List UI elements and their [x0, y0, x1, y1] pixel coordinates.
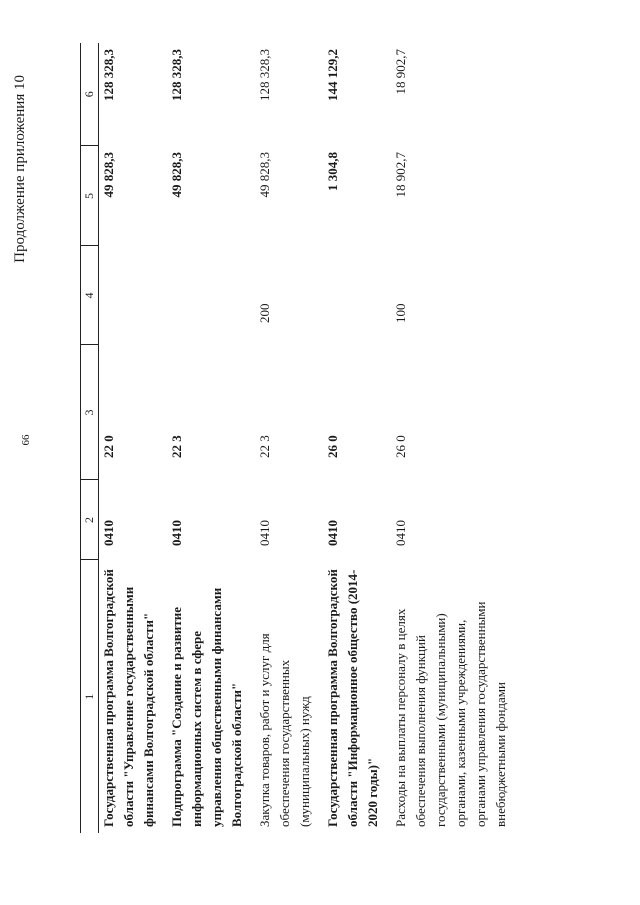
row-target: 22 0 [101, 435, 116, 458]
table-row [99, 43, 168, 833]
table-row [391, 43, 519, 833]
row-target: 22 3 [257, 435, 272, 458]
row-type [99, 246, 168, 345]
row-amount-6: 128 328,3 [169, 49, 184, 101]
header-col-3: 3 [81, 345, 99, 480]
row-amount-5: 1 304,8 [325, 152, 340, 191]
row-name: Государственная программа Волгоградской области "Информационное общество (2014-2020 годы)" [325, 569, 380, 827]
row-target: 26 0 [325, 435, 340, 458]
row-section: 0410 [257, 520, 272, 546]
header-col-6: 6 [81, 43, 99, 146]
row-amount-6: 128 328,3 [257, 49, 272, 101]
row-name: Подпрограмма "Создание и развитие информационных систем в сфере управления общественными финансами Волгоградской области" [169, 587, 244, 827]
row-amount-6: 144 129,2 [325, 49, 340, 101]
row-section: 0410 [325, 520, 340, 546]
row-section: 0410 [101, 520, 116, 546]
row-name: Расходы на выплаты персоналу в целях обеспечения выполнения функций государственными (муниципальными) органами, казенными учреждениями, органами управления государственными внебюджетными фондами [393, 601, 508, 827]
budget-table [80, 43, 519, 833]
header-col-4: 4 [81, 246, 99, 345]
row-type: 100 [393, 303, 408, 323]
table-row [255, 43, 323, 833]
row-type: 200 [257, 303, 272, 323]
row-amount-5: 18 902,7 [393, 152, 408, 198]
header-col-2: 2 [81, 480, 99, 560]
row-name: Закупка товаров, работ и услуг для обеспечения государственных (муниципальных) нужд [257, 633, 312, 827]
row-target: 22 3 [169, 435, 184, 458]
table-row [167, 43, 255, 833]
continuation-title: Продолжение приложения 10 [12, 75, 28, 263]
header-col-5: 5 [81, 146, 99, 246]
row-type [323, 246, 391, 345]
row-section: 0410 [169, 520, 184, 546]
row-amount-5: 49 828,3 [257, 152, 272, 198]
row-section: 0410 [393, 520, 408, 546]
row-name: Государственная программа Волгоградской области "Управление государственными финансами Волгоградской области" [101, 569, 156, 827]
row-type [167, 246, 255, 345]
row-amount-5: 49 828,3 [169, 152, 184, 198]
row-amount-6: 18 902,7 [393, 49, 408, 95]
page-number: 66 [20, 434, 32, 446]
row-amount-6: 128 328,3 [101, 49, 116, 101]
table-header-row [81, 43, 99, 833]
header-col-1: 1 [81, 560, 99, 833]
row-target: 26 0 [393, 435, 408, 458]
table-row [323, 43, 391, 833]
row-amount-5: 49 828,3 [101, 152, 116, 198]
